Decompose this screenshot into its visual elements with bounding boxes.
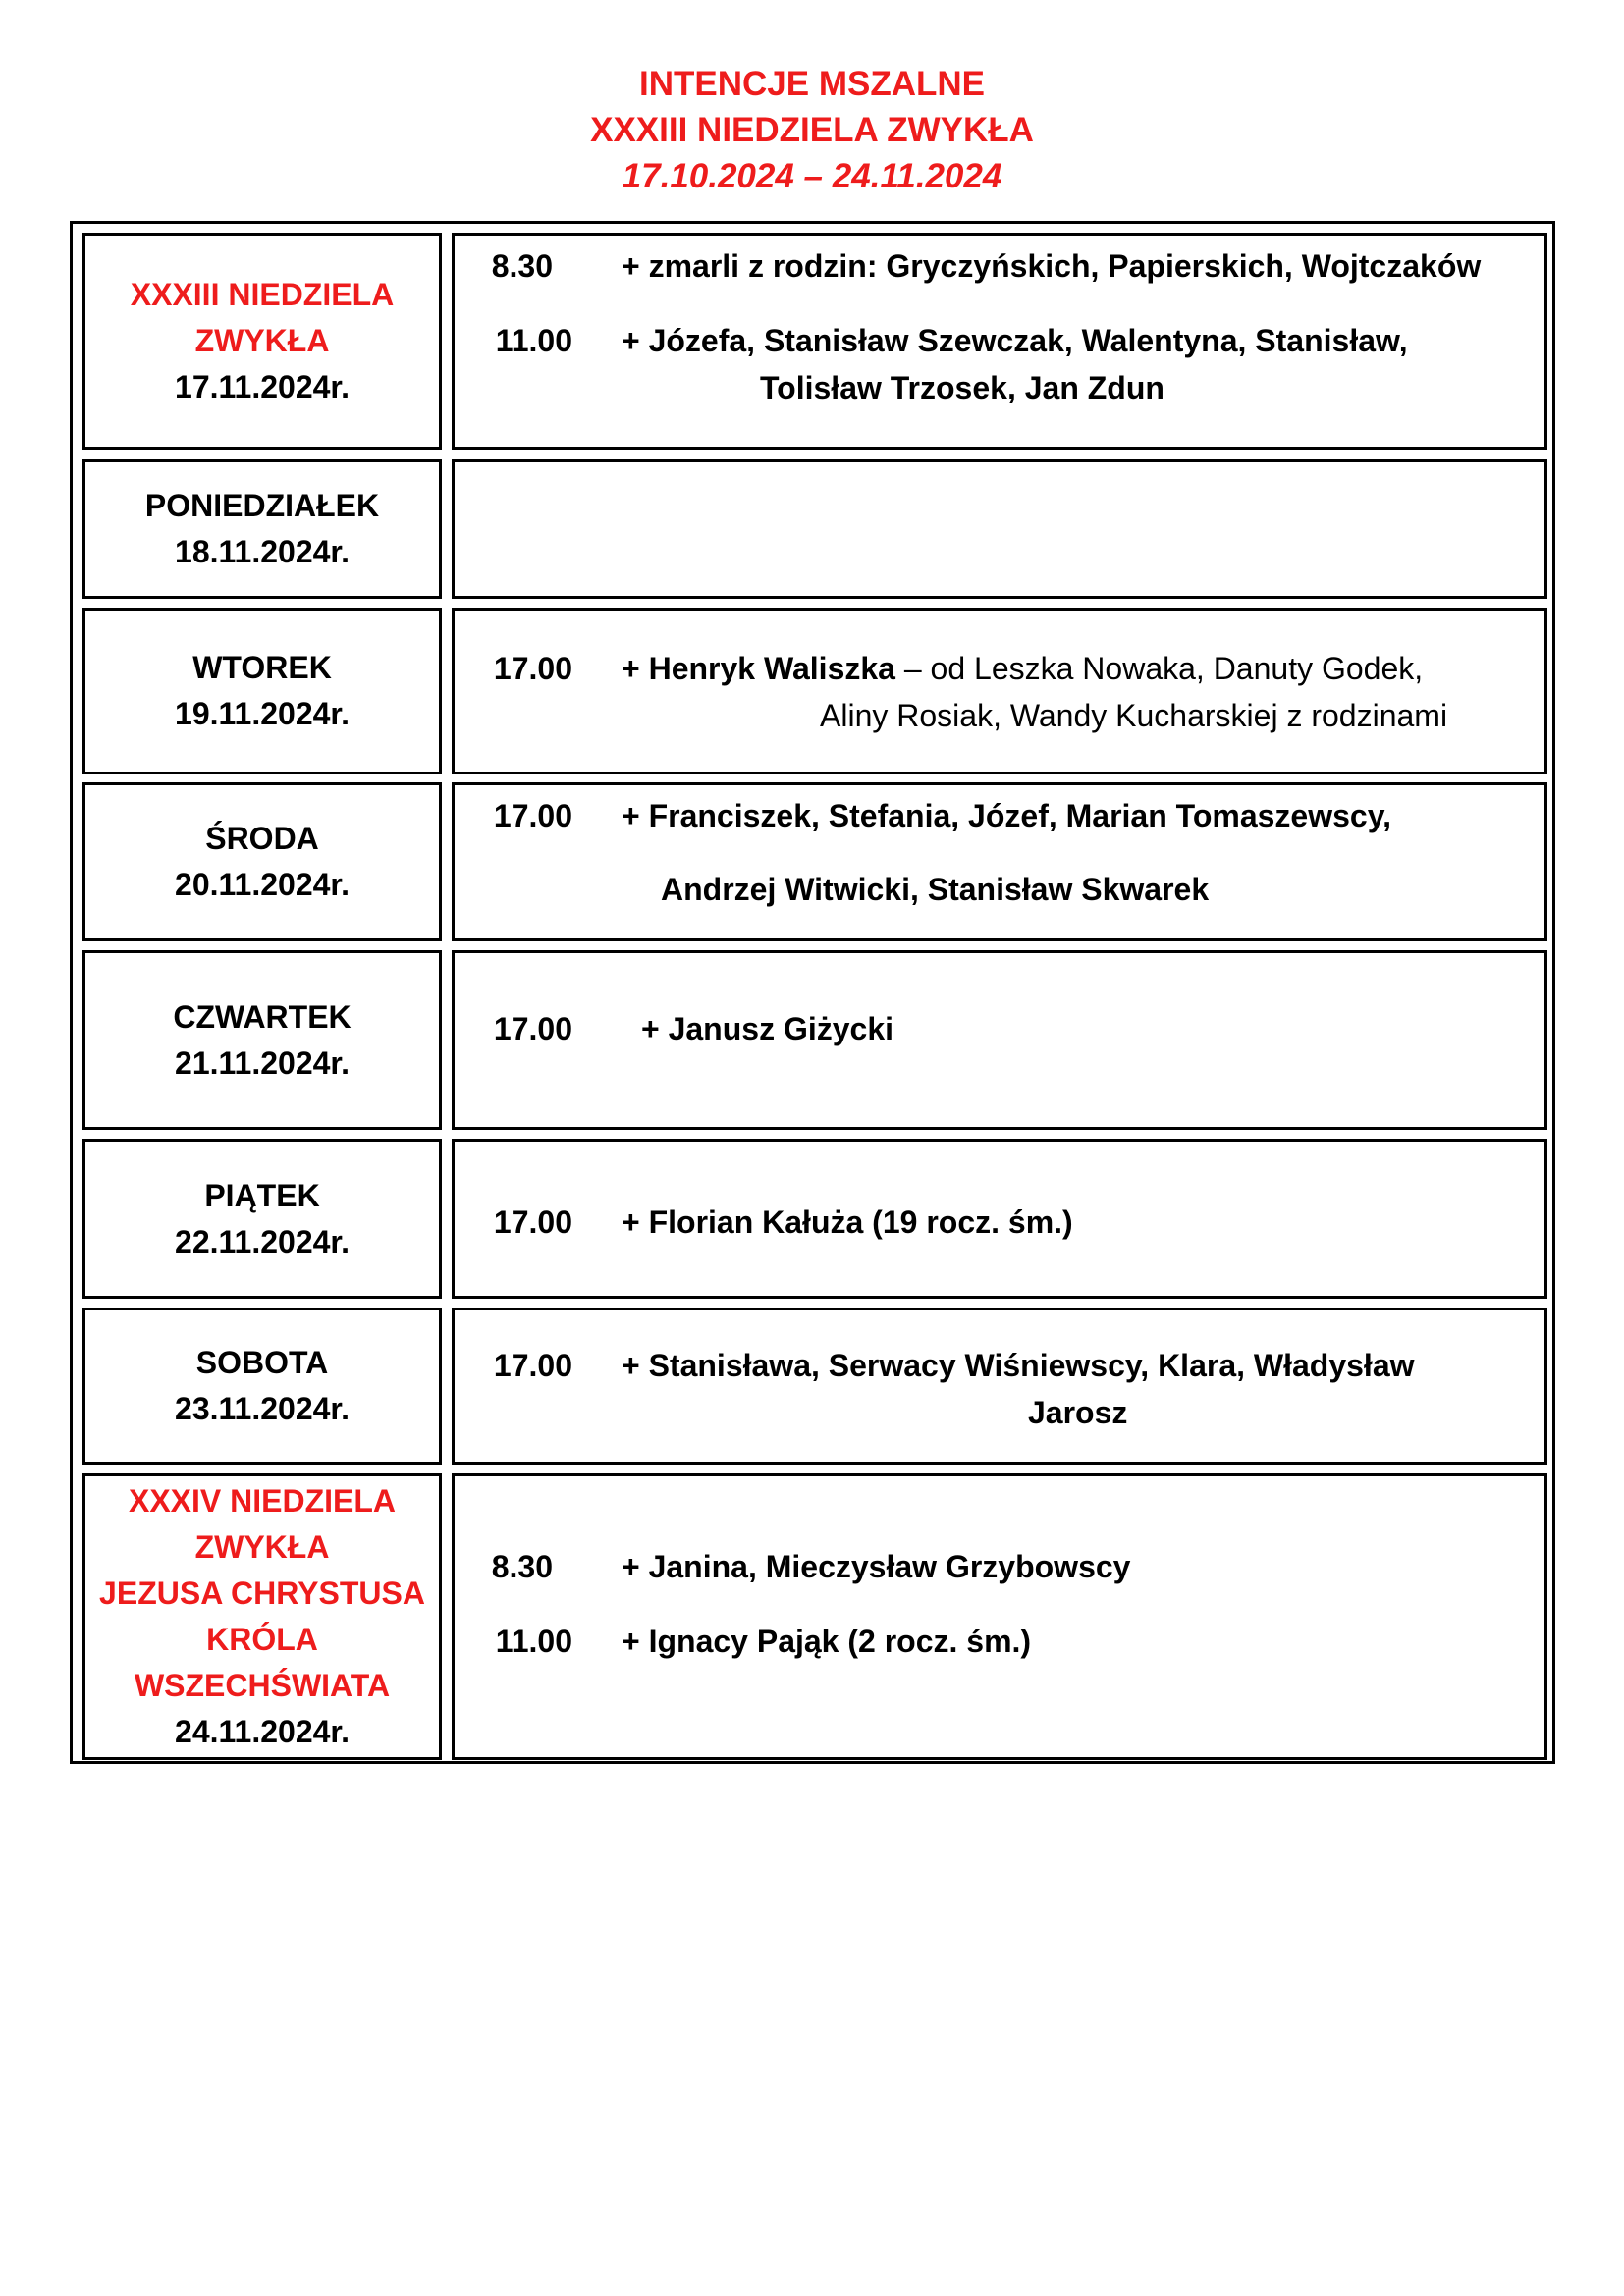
page-subtitle: XXXIII NIEDZIELA ZWYKŁA [590, 111, 1034, 149]
day-date: 19.11.2024r. [175, 696, 350, 731]
day-cell-sunday-2411 [82, 1473, 442, 1760]
day-name-line: SOBOTA [195, 1345, 329, 1380]
intentions-cell-saturday [452, 1308, 1547, 1465]
day-cell-thursday [82, 950, 442, 1130]
day-name-line: XXXIII NIEDZIELA [130, 277, 395, 312]
date-range: 17.10.2024 – 24.11.2024 [622, 157, 1002, 195]
mass-intention: + Stanisława, Serwacy Wiśniewscy, Klara, Władysław [622, 1348, 1415, 1383]
mass-time: 8.30 [491, 248, 553, 284]
mass-time: 17.00 [493, 1204, 572, 1240]
mass-intention-cont: Jarosz [1028, 1395, 1128, 1430]
day-cell-friday [82, 1139, 442, 1299]
intentions-cell-sunday-1711 [452, 233, 1547, 450]
mass-intention: + Janina, Mieczysław Grzybowscy [622, 1549, 1131, 1584]
mass-time: 11.00 [495, 1624, 572, 1659]
intentions-cell-monday [452, 459, 1547, 599]
day-date: 20.11.2024r. [175, 867, 350, 902]
intentions-cell-friday [452, 1139, 1547, 1299]
mass-intention-cont: Andrzej Witwicki, Stanisław Skwarek [661, 872, 1210, 907]
day-cell-monday [82, 459, 442, 599]
day-name-line: KRÓLA [206, 1622, 318, 1657]
page-title: INTENCJE MSZALNE [639, 65, 985, 103]
day-date: 21.11.2024r. [175, 1044, 350, 1081]
mass-intention: + zmarli z rodzin: Gryczyńskich, Papierskich, Wojtczaków [622, 248, 1482, 284]
mass-intention: + Florian Kałuża (19 rocz. śm.) [622, 1204, 1073, 1240]
day-cell-tuesday [82, 608, 442, 774]
day-name-line: ZWYKŁA [194, 323, 330, 358]
mass-intention: + Franciszek, Stefania, Józef, Marian Tomaszewscy, [622, 798, 1392, 833]
day-cell-saturday [82, 1308, 442, 1465]
day-name-line: XXXIV NIEDZIELA [128, 1483, 397, 1519]
mass-time: 17.00 [493, 1011, 572, 1046]
day-date: 22.11.2024r. [175, 1223, 350, 1259]
intentions-cell-tuesday [452, 608, 1547, 774]
day-date: 23.11.2024r. [175, 1391, 350, 1426]
intentions-cell-wednesday [452, 782, 1547, 941]
mass-time: 11.00 [495, 323, 572, 358]
mass-intention: + Ignacy Pająk (2 rocz. śm.) [622, 1624, 1032, 1659]
intentions-cell-sunday-2411 [452, 1473, 1547, 1760]
day-name-line: PIĄTEK [204, 1177, 320, 1213]
mass-time: 17.00 [493, 1348, 572, 1383]
mass-intention [622, 649, 1423, 688]
day-date: 24.11.2024r. [175, 1714, 350, 1749]
day-cell-wednesday [82, 782, 442, 941]
mass-intention: + Józefa, Stanisław Szewczak, Walentyna, Stanisław, [622, 323, 1408, 358]
day-name-line: ŚRODA [205, 821, 319, 856]
mass-time: 17.00 [493, 798, 572, 833]
day-name-line: ZWYKŁA [194, 1529, 330, 1565]
page-header [0, 61, 1624, 199]
day-cell-sunday-1711 [82, 233, 442, 450]
day-name-line: CZWARTEK [173, 998, 352, 1035]
mass-intention: + Janusz Giżycki [641, 1011, 894, 1046]
day-date: 17.11.2024r. [175, 369, 350, 404]
intention-note: – od Leszka Nowaka, Danuty Godek, [894, 651, 1424, 686]
intention-note-cont: Aliny Rosiak, Wandy Kucharskiej z rodzinami [820, 698, 1448, 733]
day-name-line: WSZECHŚWIATA [134, 1668, 391, 1703]
intention-name: + Henryk Waliszka [622, 651, 895, 686]
intentions-cell-thursday [452, 950, 1547, 1130]
day-date: 18.11.2024r. [175, 534, 350, 569]
day-name-line: JEZUSA CHRYSTUSA [99, 1575, 425, 1611]
mass-time: 17.00 [493, 651, 572, 686]
day-name-line: PONIEDZIAŁEK [144, 488, 380, 523]
mass-time: 8.30 [491, 1549, 553, 1584]
day-name-line: WTOREK [192, 650, 332, 685]
mass-intention-cont: Tolisław Trzosek, Jan Zdun [760, 370, 1164, 405]
